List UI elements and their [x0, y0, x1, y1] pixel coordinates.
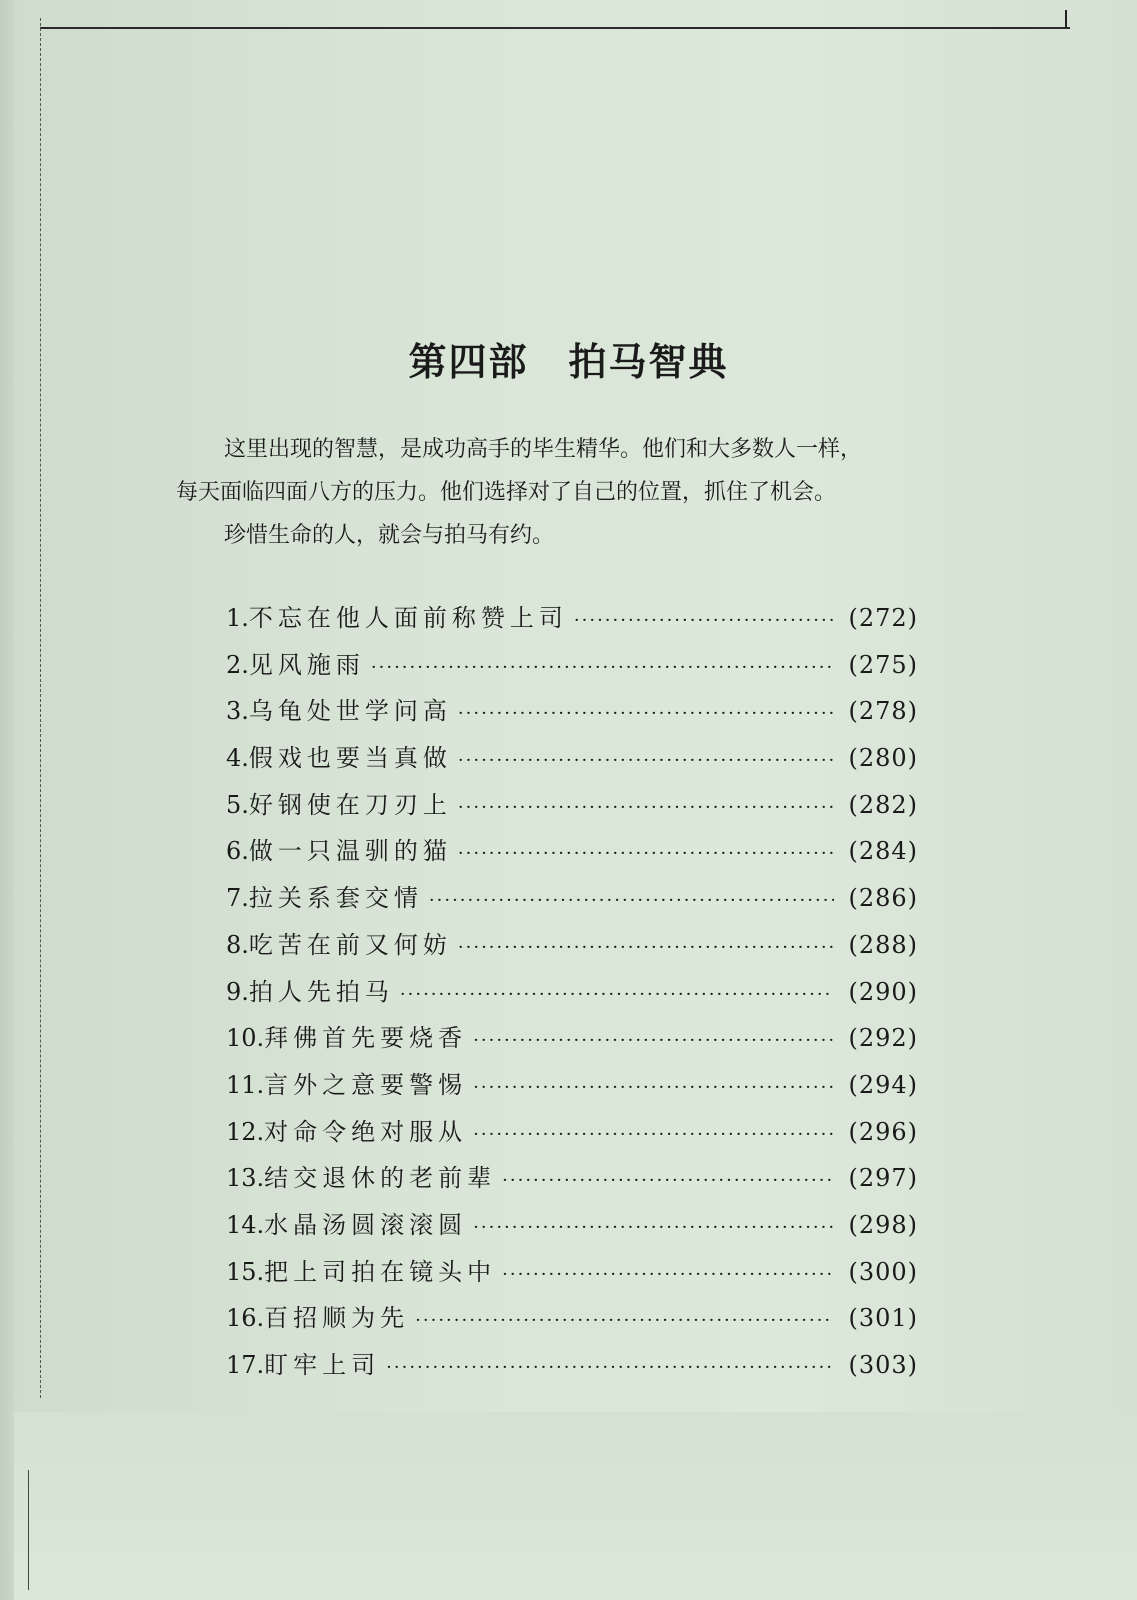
toc-label: 拉关系套交情 — [248, 884, 423, 913]
toc-entry[interactable] — [226, 785, 918, 832]
left-margin-line-lower — [28, 1470, 29, 1590]
toc-number: 15. — [226, 1257, 265, 1286]
toc-number: 4. — [226, 744, 249, 773]
toc-entry[interactable] — [226, 738, 918, 785]
toc-entry[interactable] — [226, 645, 918, 692]
toc-number: 1. — [226, 604, 249, 632]
dot-leader — [415, 1310, 834, 1331]
toc-page: (290) — [848, 977, 918, 1006]
toc-entry[interactable] — [226, 1252, 918, 1299]
toc-label: 做一只温驯的猫 — [248, 837, 452, 866]
toc-page: (292) — [848, 1024, 918, 1053]
toc-entry[interactable] — [226, 1018, 918, 1065]
dot-leader — [502, 1170, 834, 1191]
toc-entry[interactable] — [226, 1345, 918, 1392]
toc-label: 拍人先拍马 — [248, 977, 394, 1006]
toc-number: 10. — [226, 1024, 265, 1053]
toc-entry[interactable] — [226, 1205, 918, 1252]
toc-page: (278) — [848, 697, 918, 726]
toc-label: 百招顺为先 — [264, 1304, 410, 1333]
corner-mark — [1065, 10, 1067, 28]
toc-entry[interactable] — [226, 878, 918, 925]
dot-leader — [574, 610, 835, 631]
toc-number: 12. — [226, 1117, 265, 1146]
toc-label: 言外之意要警惕 — [264, 1070, 468, 1099]
toc-number: 17. — [226, 1351, 265, 1379]
toc-page: (282) — [848, 790, 918, 819]
toc-number: 16. — [226, 1304, 265, 1333]
dot-leader — [400, 984, 835, 1005]
toc-entry[interactable] — [226, 925, 918, 972]
dot-leader — [458, 750, 835, 771]
dot-leader — [386, 1357, 834, 1378]
toc-number: 3. — [226, 697, 249, 726]
toc-page: (294) — [848, 1070, 918, 1099]
toc-label: 假戏也要当真做 — [248, 744, 452, 773]
toc-entry[interactable] — [226, 1112, 918, 1159]
toc-entry[interactable] — [226, 598, 918, 645]
top-rule-line — [40, 27, 1070, 29]
toc-page: (300) — [848, 1257, 918, 1286]
table-of-contents — [226, 598, 918, 1392]
dot-leader — [502, 1264, 834, 1285]
dot-leader — [458, 797, 835, 818]
intro-line-3: 珍惜生命的人，就会与拍马有约。 — [224, 523, 555, 548]
toc-entry[interactable] — [226, 972, 918, 1019]
toc-entry[interactable] — [226, 831, 918, 878]
toc-number: 13. — [226, 1164, 265, 1193]
intro-paragraph — [176, 428, 936, 557]
toc-number: 7. — [226, 884, 249, 913]
toc-entry[interactable] — [226, 691, 918, 738]
toc-label: 见风施雨 — [248, 650, 365, 679]
dot-leader — [371, 657, 835, 678]
toc-number: 5. — [226, 790, 249, 819]
dot-leader — [473, 1077, 834, 1098]
dot-leader — [473, 1217, 834, 1238]
toc-label: 水晶汤圆滚滚圆 — [264, 1210, 468, 1239]
toc-label: 对命令绝对服从 — [264, 1117, 468, 1146]
toc-page: (298) — [848, 1210, 918, 1239]
intro-line-2: 每天面临四面八方的压力。他们选择对了自己的位置，抓住了机会。 — [176, 480, 837, 505]
page-bottom-area — [14, 1412, 1137, 1600]
dot-leader — [458, 843, 835, 864]
toc-page: (280) — [848, 744, 918, 773]
left-margin-line — [40, 18, 41, 1398]
intro-line-1: 这里出现的智慧，是成功高手的毕生精华。他们和大多数人一样， — [224, 437, 863, 462]
toc-entry[interactable] — [226, 1065, 918, 1112]
page-binding-edge — [0, 0, 14, 1600]
toc-label: 乌龟处世学问高 — [248, 697, 452, 726]
dot-leader — [458, 937, 835, 958]
toc-label: 把上司拍在镜头中 — [264, 1257, 497, 1286]
toc-page: (286) — [848, 884, 918, 913]
toc-page: (275) — [848, 650, 918, 679]
toc-label: 好钢使在刀刃上 — [248, 790, 452, 819]
dot-leader — [473, 1030, 834, 1051]
toc-number: 6. — [226, 837, 249, 866]
toc-number: 8. — [226, 930, 249, 959]
toc-number: 14. — [226, 1210, 265, 1239]
toc-page: (296) — [848, 1117, 918, 1146]
toc-label: 拜佛首先要烧香 — [264, 1024, 468, 1053]
section-title: 第四部 拍马智典 — [408, 340, 729, 385]
toc-page: (272) — [848, 604, 918, 632]
toc-number: 11. — [226, 1070, 265, 1099]
toc-entry[interactable] — [226, 1298, 918, 1345]
toc-page: (297) — [848, 1164, 918, 1193]
toc-number: 2. — [226, 650, 249, 679]
dot-leader — [429, 890, 835, 911]
toc-label: 吃苦在前又何妨 — [248, 930, 452, 959]
dot-leader — [458, 703, 835, 724]
toc-page: (303) — [848, 1351, 918, 1379]
toc-page: (284) — [848, 837, 918, 866]
toc-page: (301) — [848, 1304, 918, 1333]
toc-label: 盯牢上司 — [264, 1351, 381, 1379]
toc-label: 结交退休的老前辈 — [264, 1164, 497, 1193]
dot-leader — [473, 1124, 834, 1145]
toc-entry[interactable] — [226, 1158, 918, 1205]
toc-label: 不忘在他人面前称赞上司 — [248, 604, 568, 632]
toc-page: (288) — [848, 930, 918, 959]
toc-number: 9. — [226, 977, 249, 1006]
